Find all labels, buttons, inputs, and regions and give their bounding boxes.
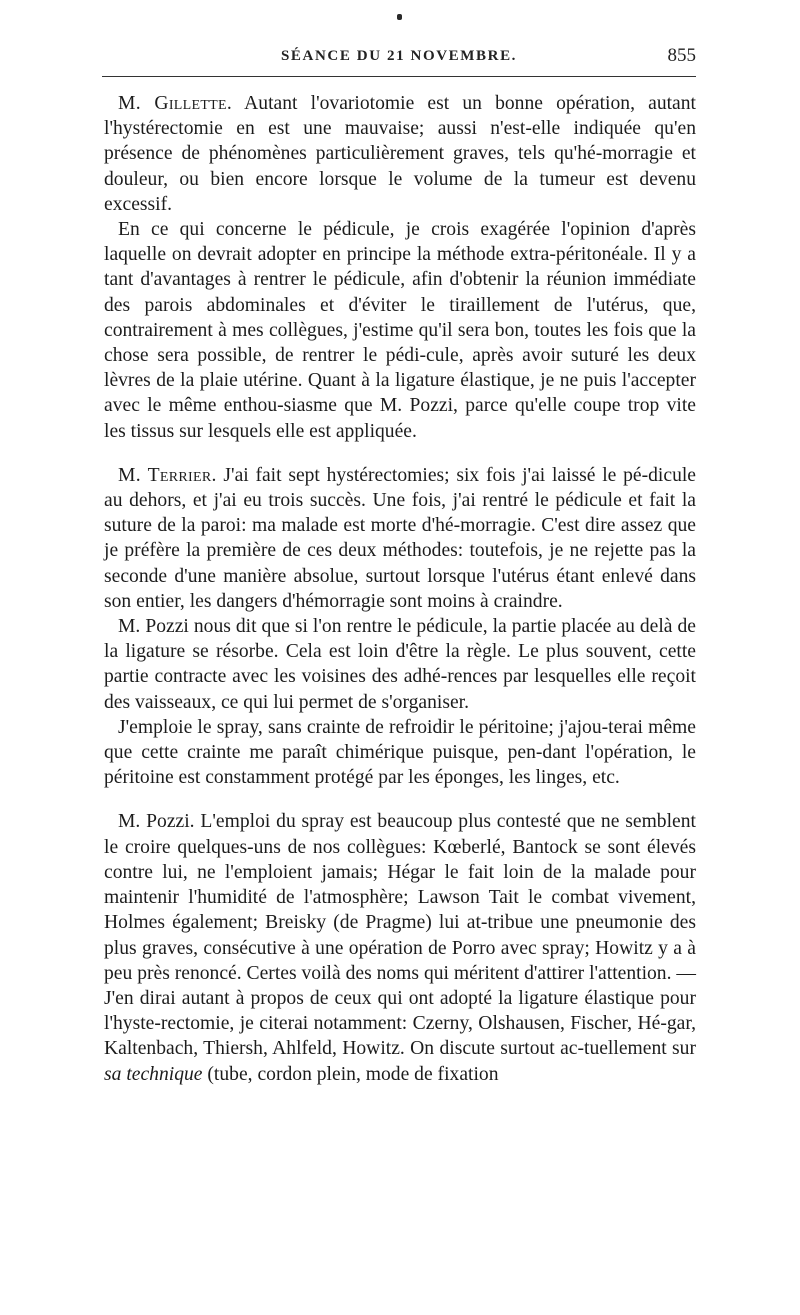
header-rule	[102, 76, 696, 77]
paragraph-terrier	[104, 463, 696, 614]
page-number: 855	[667, 45, 696, 66]
ink-speck	[397, 14, 402, 20]
running-header	[102, 45, 696, 72]
paragraph-resorption	[104, 614, 696, 715]
paragraph-tail: (tube, cordon plein, mode de fixation	[202, 1063, 499, 1085]
paragraph-text: J'emploie le spray, sans crainte de refroidir le péritoine; j'ajou-terai même que cette crainte me paraît chimérique puisque, pen-dant l'opération, le péritoine est constamment protégé par les éponges, les linges, etc.	[104, 716, 696, 789]
speaker-name: M. Gillette.	[118, 93, 233, 114]
body-text	[104, 91, 696, 1087]
italic-phrase: sa technique	[104, 1063, 203, 1085]
paragraph-text: M. Pozzi nous dit que si l'on rentre le pédicule, la partie placée au delà de la ligature se résorbe. Cela est loin d'être la règle. Le plus souvent, cette partie contracte avec les voisines des adhé-rences par lesquelles elle reçoit des vaisseaux, ce qui lui permet de s'organiser.	[104, 616, 696, 713]
speaker-name: M. Terrier.	[118, 464, 217, 486]
paragraph-text: En ce qui concerne le pédicule, je crois exagérée l'opinion d'après laquelle on devrait adopter en principe la méthode extra-péritonéale. Il y a tant d'avantages à rentrer le pédicule, afin d'obtenir la réunion immédiate des parois abdominales et d'éviter le tiraillement de l'utérus, que, contrairement à mes collègues, j'estime qu'il sera bon, toutes les fois que la chose sera possible, de rentrer le pédi-cule, après avoir suturé les deux lèvres de la plaie utérine. Quant à la ligature élastique, je ne puis l'accepter avec le même enthou-siasme que M. Pozzi, parce qu'elle coupe trop vite les tissus sur lesquels elle est appliquée.	[104, 219, 696, 442]
paragraph-pedicule	[104, 217, 696, 444]
paragraph-gillette	[104, 91, 696, 217]
paragraph-pozzi	[104, 809, 696, 1086]
speaker-name: M. Pozzi.	[118, 811, 195, 833]
paragraph-text: Autant l'ovariotomie est un bonne opération, autant l'hystérectomie en est une mauvaise; aussi n'est-elle indiquée qu'en présence de phénomènes particulièrement graves, tels qu'hé-morragie et douleur, ou bien encore lorsque le volume de la tumeur est devenu excessif.	[104, 93, 696, 215]
paragraph-text: J'ai fait sept hystérectomies; six fois j'ai laissé le pé-dicule au dehors, et j'ai eu trois succès. Une fois, j'ai rentré le pédicule et fait la suture de la paroi: ma malade est morte d'hé-morragie. C'est dire assez que je préfère la première de ces deux méthodes: toutefois, je ne rejette pas la seconde d'une manière absolue, surtout lorsque l'utérus étant enlevé dans son entier, les dangers d'hémorragie sont moins à craindre.	[104, 464, 697, 612]
running-title: SÉANCE DU 21 NOVEMBRE.	[280, 48, 518, 64]
paragraph-text: L'emploi du spray est beaucoup plus contesté que ne semblent le croire quelques-uns de nos collègues: Kœberlé, Bantock se sont élevés contre lui, ne l'emploient jamais; Hégar le fait loin de la malade pour maintenir l'humidité de l'atmosphère; Lawson Tait le combat vivement, Holmes également; Breisky (de Pragme) lui at-tribue une pneumonie des plus graves, consécutive à une opération de Porro avec spray; Howitz y a à peu près renoncé. Certes voilà des noms qui méritent d'attirer l'attention. — J'en dirai autant à propos de ceux qui ont adopté la ligature élastique pour l'hyste-rectomie, je citerai notamment: Czerny, Olshausen, Fischer, Hé-gar, Kaltenbach, Thiersh, Ahlfeld, Howitz. On discute surtout ac-tuellement sur	[104, 811, 696, 1060]
paragraph-spray	[104, 715, 696, 791]
